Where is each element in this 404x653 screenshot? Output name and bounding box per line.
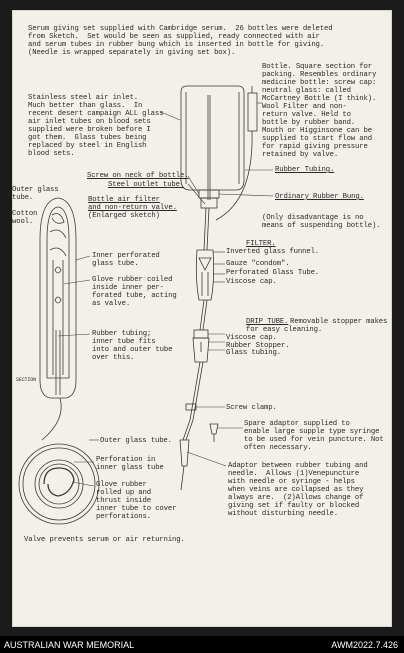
footer-accession: AWM2022.7.426 <box>331 640 398 650</box>
stainless-line: got them. Glass tubes being <box>28 134 147 142</box>
glove-rolled-label: perforations. <box>96 513 151 521</box>
stainless-line: Stainless steel air inlet. <box>28 94 138 102</box>
outer-glass-label: tube. <box>12 194 34 202</box>
rubber-tubing-label: Rubber Tubing. <box>275 166 335 174</box>
stainless-line: recent desert campaign ALL glass <box>28 110 164 118</box>
inner-perforated-label: glass tube. <box>92 260 139 268</box>
filter-item: Gauze "condom". <box>226 260 290 268</box>
footer-source: AUSTRALIAN WAR MEMORIAL <box>4 640 135 650</box>
adaptor-line: Adaptor between rubber tubing and <box>228 462 368 470</box>
rubber-tubing-note: over this. <box>92 354 135 362</box>
adaptor-line: giving set if faulty or blocked <box>228 502 360 510</box>
screw-clamp-label: Screw clamp. <box>226 404 277 412</box>
adaptor-line: always are. (2)Allows change of <box>228 494 364 502</box>
adaptor-line: without disturbing needle. <box>228 510 338 518</box>
wool-filter-line: return valve. Held to <box>262 111 351 119</box>
wool-filter-line: Mouth or Higginsone can be <box>262 127 372 135</box>
glove-rubber-label: as valve. <box>92 300 131 308</box>
adaptor-line: needle. Allows (1)Venepuncture <box>228 470 360 478</box>
header-line-2: from Sketch. Set would be seen as supplied, ready connected with air <box>28 33 320 41</box>
bottle-note-line: neutral glass: called <box>262 87 351 95</box>
spare-adaptor-line: enable large supple type syringe <box>244 428 380 436</box>
drip-note: for easy cleaning. <box>246 326 323 334</box>
wool-filter-line: for rapid giving pressure <box>262 143 368 151</box>
filter-item: Perforated Glass Tube. <box>226 269 320 277</box>
header-line-3: and serum tubes in rubber bung which is inserted in bottle for giving. <box>28 41 325 49</box>
adaptor-line: with needle or syringe - helps <box>228 478 355 486</box>
bottle-note-line: McCartney Bottle (I think). <box>262 95 377 103</box>
footer-bar <box>0 636 404 653</box>
spare-adaptor-line: to be used for vein puncture. Not <box>244 436 384 444</box>
steel-outlet-label: Steel outlet tube. <box>108 181 185 189</box>
bottle-note-line: Bottle. Square section for <box>262 63 372 71</box>
wool-filter-line: Wool Filter and non- <box>262 103 347 111</box>
perforation-label: inner glass tube <box>96 464 164 472</box>
bottle-note-line: medicine bottle: screw cap: <box>262 79 377 87</box>
rubber-tubing-note: Rubber tubing; <box>92 330 152 338</box>
outer-glass-tube-label: Outer glass tube. <box>100 437 172 445</box>
adaptor-line: when veins are collapsed as they <box>228 486 364 494</box>
glove-rolled-label: thrust inside <box>96 497 151 505</box>
air-filter-label: and non-return valve. <box>88 204 177 212</box>
glove-rubber-label: forated tube, acting <box>92 292 177 300</box>
rubber-tubing-note: into and outer tube <box>92 346 173 354</box>
drip-title: DRIP TUBE. <box>246 318 289 326</box>
air-filter-label: (Enlarged sketch) <box>88 212 160 220</box>
filter-item: Inverted glass funnel. <box>226 248 320 256</box>
screw-neck-label: Screw on neck of bottle. <box>87 172 189 180</box>
air-filter-label: Bottle air filter <box>88 196 160 204</box>
section-label: SECTION <box>16 377 36 383</box>
valve-note: Valve prevents serum or air returning. <box>24 536 185 544</box>
stainless-line: air inlet tubes on blood sets <box>28 118 151 126</box>
bottle-note-line: packing. Resembles ordinary <box>262 71 377 79</box>
header-line-4: (Needle is wrapped separately in giving set box). <box>28 49 236 57</box>
glove-rolled-label: inner tube to cover <box>96 505 177 513</box>
cotton-wool-label: wool. <box>12 218 34 226</box>
rubber-tubing-note: inner tube fits <box>92 338 156 346</box>
cotton-wool-label: Cotton <box>12 210 38 218</box>
wool-filter-line: bottle by rubber band. <box>262 119 356 127</box>
stainless-line: blood sets. <box>28 150 75 158</box>
drip-item: Viscose cap. <box>226 334 277 342</box>
drip-item: Glass tubing. <box>226 349 281 357</box>
inner-perforated-label: Inner perforated <box>92 252 160 260</box>
glove-rubber-label: Glove rubber coiled <box>92 276 173 284</box>
glove-rolled-label: rolled up and <box>96 489 151 497</box>
filter-item: Viscose cap. <box>226 278 277 286</box>
glove-rubber-label: inside inner per- <box>92 284 164 292</box>
stainless-line: Much better than glass. In <box>28 102 143 110</box>
filter-title: FILTER. <box>246 240 276 248</box>
drip-item: Rubber Stopper. <box>226 342 290 350</box>
wool-filter-line: supplied to start flow and <box>262 135 372 143</box>
disadvantage-line: (Only disadvantage is no <box>262 214 364 222</box>
ordinary-bung-label: Ordinary Rubber Bung. <box>275 193 364 201</box>
drip-note: Removable stopper makes <box>290 318 388 326</box>
outer-glass-label: Outer glass <box>12 186 59 194</box>
header-line-1: Serum giving set supplied with Cambridge serum. 26 bottles were deleted <box>28 25 333 33</box>
wool-filter-line: retained by valve. <box>262 151 339 159</box>
disadvantage-line: means of suspending bottle). <box>262 222 381 230</box>
glove-rolled-label: Glove rubber <box>96 481 147 489</box>
spare-adaptor-line: Spare adaptor supplied to <box>244 420 350 428</box>
perforation-label: Perforation in <box>96 456 156 464</box>
stainless-line: replaced by steel in English <box>28 142 147 150</box>
spare-adaptor-line: often necessary. <box>244 444 312 452</box>
stainless-line: supplied were broken before I <box>28 126 151 134</box>
